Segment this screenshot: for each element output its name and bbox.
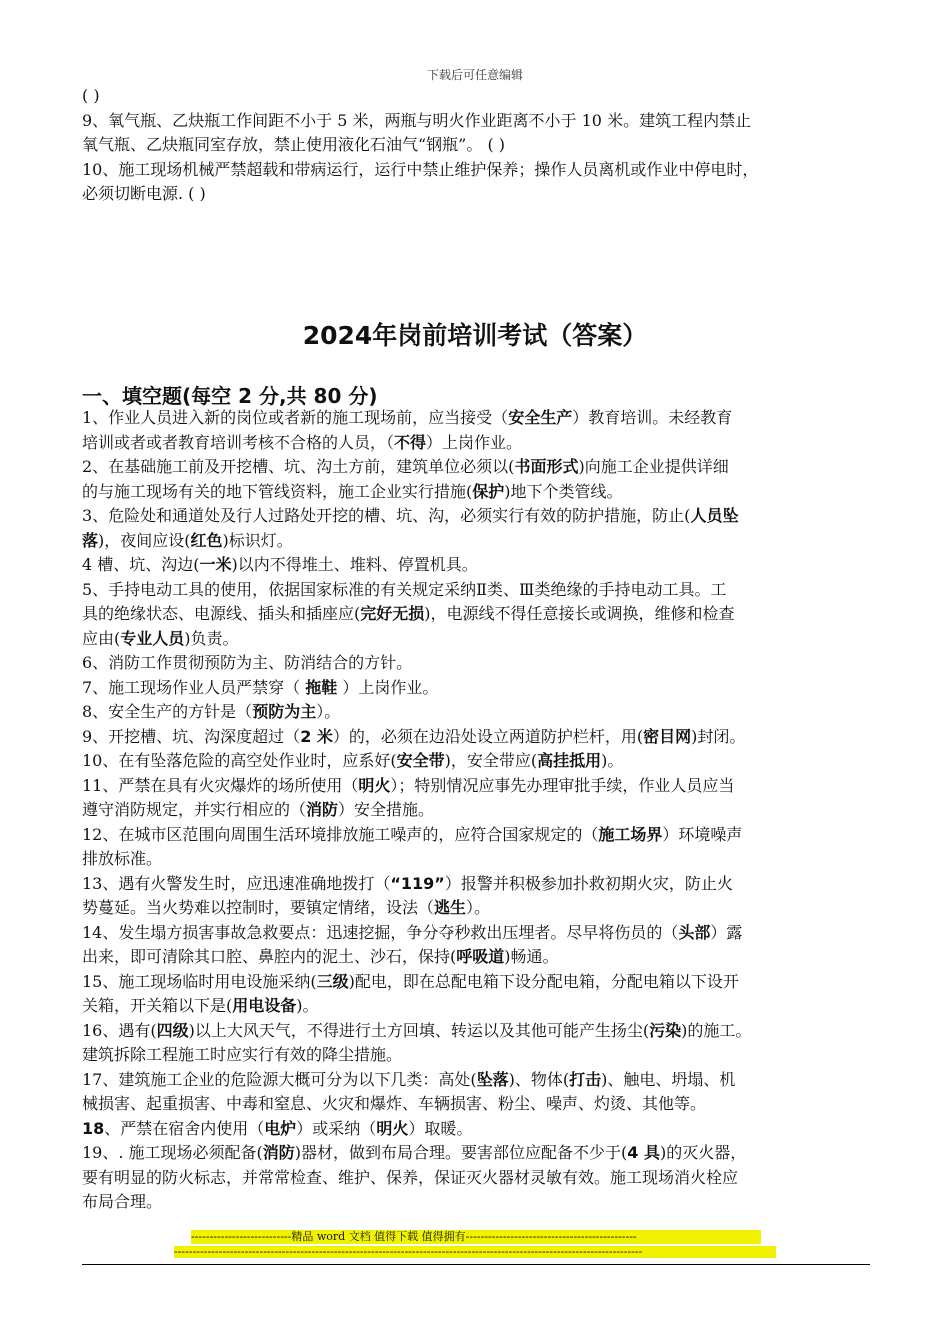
question-line xyxy=(82,455,882,480)
question-text: 4 槽、坑、沟边( xyxy=(82,555,200,574)
question-text: 势蔓延。当火势难以控制时，要镇定情绪，设法（ xyxy=(82,898,435,917)
question-text: )以上大风天气，不得进行土方回填、转运以及其他可能产生扬尘( xyxy=(188,1020,650,1040)
question-text: )以内不得堆土、堆料、停置机具。 xyxy=(231,555,478,574)
answer-text: 打击 xyxy=(569,1069,602,1089)
question-text: 、严禁在宿舍内使用（ xyxy=(104,1118,265,1138)
answer-text: 呼吸道 xyxy=(456,947,505,966)
answer-text: 安全生产 xyxy=(508,408,573,427)
question-line xyxy=(82,994,882,1019)
header-note: 下载后可任意编辑 xyxy=(426,68,523,82)
question-line xyxy=(82,1092,882,1117)
answer-text: 坠落 xyxy=(476,1069,509,1089)
answer-text: 高挂抵用 xyxy=(537,751,602,770)
question-text: 建筑拆除工程施工时应实行有效的降尘措施。 xyxy=(82,1045,403,1064)
question-text: 16、遇有( xyxy=(82,1020,157,1040)
footer-rule xyxy=(82,1264,870,1265)
question-text: 19、. 施工现场必须配备( xyxy=(82,1143,263,1162)
text-line: ( ) xyxy=(82,86,100,105)
question-text: ）上岗作业。 xyxy=(426,432,523,452)
question-text: 15、施工现场临时用电设施采纳( xyxy=(82,971,317,991)
question-text: 培训或者或者教育培训考核不合格的人员，（ xyxy=(82,432,395,452)
section-heading: 一、填空题(每空 2 分,共 80 分) xyxy=(82,384,378,408)
question-line xyxy=(82,945,882,970)
question-line xyxy=(82,651,882,676)
fill-in-blank-answers xyxy=(82,406,882,1215)
question-line xyxy=(82,504,882,529)
question-text: 11、严禁在具有火灾爆炸的场所使用（ xyxy=(82,775,359,795)
question-line xyxy=(82,847,882,872)
question-text: 8、安全生产的方针是（ xyxy=(82,702,253,721)
question-text: 14、发生塌方损害事故急救要点：迅速挖掘，争分夺秒救出压埋者。尽早将伤员的（ xyxy=(82,922,679,942)
question-text: 出来，即可清除其口腔、鼻腔内的泥土、沙石，保持( xyxy=(82,947,457,966)
answer-text: 落 xyxy=(82,530,99,550)
question-line xyxy=(82,676,882,701)
question-text: )畅通。 xyxy=(504,947,559,966)
question-text: 6、消防工作贯彻预防为主、防消结合的方针。 xyxy=(82,653,413,672)
question-text: 要有明显的防火标志，并常常检查、维护、保养，保证灭火器材灵敏有效。施工现场消火栓应 xyxy=(82,1167,739,1187)
answer-text: 用电设备 xyxy=(232,996,297,1015)
question-text: )器材，做到布局合理。要害部位应配备不少于( xyxy=(294,1143,628,1162)
question-text: ）上岗作业。 xyxy=(337,677,439,697)
footer-dashes: ------------------------------------------------------------------------------------------------------------------------------ xyxy=(174,1246,776,1258)
text-line: 必须切断电源. ( ) xyxy=(82,184,206,203)
answer-text: 密目网 xyxy=(643,726,692,746)
question-line xyxy=(82,725,882,750)
question-text: )的灭火器， xyxy=(660,1143,747,1162)
question-text: ）；特别情况应事先办理审批手续，作业人员应当 xyxy=(390,775,735,795)
answer-text: 施工场界 xyxy=(598,824,663,844)
question-text: )的施工。 xyxy=(681,1020,752,1040)
question-line xyxy=(82,970,882,995)
question-text: ）安全措施。 xyxy=(338,800,435,819)
question-text: 2、在基础施工前及开挖槽、坑、沟土方前，建筑单位必须以( xyxy=(82,457,515,476)
answer-text: 一米 xyxy=(199,555,232,574)
answer-text: 红色 xyxy=(190,530,223,550)
answer-text: 4 具 xyxy=(627,1143,661,1162)
text-line: 氧气瓶、乙炔瓶同室存放，禁止使用液化石油气“钢瓶”。 ( ) xyxy=(82,135,506,154)
question-text: 布局合理。 xyxy=(82,1192,163,1211)
answer-text: 预防为主 xyxy=(252,702,317,721)
text-line: 10、施工现场机械严禁超载和带病运行，运行中禁止维护保养；操作人员离机或作业中停电时， xyxy=(82,159,759,179)
answer-text: 18 xyxy=(82,1118,105,1138)
answer-text: 拖鞋 xyxy=(305,677,338,697)
question-text: 7、施工现场作业人员严禁穿（ xyxy=(82,677,306,697)
question-text: 关箱，开关箱以下是( xyxy=(82,996,233,1015)
question-text: 械损害、起重损害、中毒和窒息、火灾和爆炸、车辆损害、粉尘、噪声、灼烫、其他等。 xyxy=(82,1094,707,1113)
question-line xyxy=(82,872,882,897)
document-title: 2024年岗前培训考试（答案） xyxy=(302,321,648,350)
question-text: )地下个类管线。 xyxy=(504,481,623,501)
question-line xyxy=(82,1190,882,1215)
question-text: )、物体( xyxy=(508,1069,570,1089)
question-line xyxy=(82,921,882,946)
question-text: 遵守消防规定，并实行相应的（ xyxy=(82,800,307,819)
question-line xyxy=(82,553,882,578)
question-text: 10、在有坠落危险的高空处作业时，应系好( xyxy=(82,751,397,770)
question-text: )负责。 xyxy=(184,628,239,648)
answer-text: 逃生 xyxy=(434,898,467,917)
question-text: )、触电、坍塌、机 xyxy=(601,1069,736,1089)
question-text: ）教育培训。未经教育 xyxy=(572,408,733,427)
question-text: 3、危险处和通道处及行人过路处开挖的槽、坑、沟，必须实行有效的防护措施，防止( xyxy=(82,506,691,525)
question-text: 具的绝缘状态、电源线、插头和插座应( xyxy=(82,604,361,623)
question-text: ）。 xyxy=(466,898,491,917)
question-line xyxy=(82,1166,882,1191)
answer-text: 污染 xyxy=(649,1020,682,1040)
question-line xyxy=(82,480,882,505)
question-line xyxy=(82,529,882,554)
question-text: )。 xyxy=(296,996,319,1015)
question-text: ）环境噪声 xyxy=(662,824,743,844)
question-line xyxy=(82,1068,882,1093)
question-text: )，夜间应设( xyxy=(98,530,191,550)
question-line xyxy=(82,406,882,431)
question-text: )，安全带应( xyxy=(444,751,538,770)
question-text: ）取暖。 xyxy=(408,1118,473,1138)
answer-text: 2 米 xyxy=(300,726,333,746)
answer-text: 安全带 xyxy=(396,751,445,770)
question-text: 1、作业人员进入新的岗位或者新的施工现场前，应当接受（ xyxy=(82,408,509,427)
question-text: 17、建筑施工企业的危险源大概可分为以下几类：高处( xyxy=(82,1069,477,1089)
question-text: )，电源线不得任意接长或调换，维修和检查 xyxy=(424,604,735,623)
question-text: )配电，即在总配电箱下设分配电箱，分配电箱以下设开 xyxy=(348,971,739,991)
question-text: 12、在城市区范围向周围生活环境排放施工噪声的，应符合国家规定的（ xyxy=(82,824,599,844)
question-text: )向施工企业提供详细 xyxy=(578,457,729,476)
answer-text: 消防 xyxy=(306,800,339,819)
question-text: 9、开挖槽、坑、沟深度超过（ xyxy=(82,726,301,746)
question-line xyxy=(82,1019,882,1044)
question-text: )封闭。 xyxy=(691,726,746,746)
question-text: ）或采纳（ xyxy=(296,1118,377,1138)
question-text: 5、手持电动工具的使用，依据国家标准的有关规定采纳Ⅱ类、Ⅲ类绝缘的手持电动工具。工 xyxy=(82,579,727,599)
footer-banner: ---------------------------精品 word 文档 值得下载 值得拥有---------------------------------------------- xyxy=(191,1230,761,1244)
question-line xyxy=(82,1043,882,1068)
question-text: 应由( xyxy=(82,628,121,648)
text-line: 9、氧气瓶、乙炔瓶工作间距不小于 5 米，两瓶与明火作业距离不小于 10 米。建筑工程内禁止 xyxy=(82,110,752,130)
question-text: 的与施工现场有关的地下管线资料，施工企业实行措施( xyxy=(82,481,473,501)
answer-text: 三级 xyxy=(316,971,349,991)
answer-text: 书面形式 xyxy=(514,457,579,476)
question-text: ）露 xyxy=(710,922,743,942)
answer-text: 电炉 xyxy=(264,1118,297,1138)
question-text: ）报警并积极参加扑救初期火灾，防止火 xyxy=(444,873,733,893)
question-line xyxy=(82,602,882,627)
question-text: 排放标准。 xyxy=(82,849,163,868)
question-line xyxy=(82,798,882,823)
question-text: ）。 xyxy=(316,702,341,721)
question-text: )标识灯。 xyxy=(222,530,293,550)
question-line xyxy=(82,823,882,848)
question-line xyxy=(82,627,882,652)
question-text: ）的，必须在边沿处设立两道防护栏杆，用( xyxy=(332,726,644,746)
answer-text: 人员坠 xyxy=(690,506,739,525)
answer-text: “119” xyxy=(390,873,445,893)
question-text: 13、遇有火警发生时，应迅速准确地拨打（ xyxy=(82,873,391,893)
answer-text: 消防 xyxy=(262,1143,295,1162)
answer-text: 保护 xyxy=(472,481,505,501)
question-line xyxy=(82,774,882,799)
question-line xyxy=(82,700,882,725)
answer-text: 明火 xyxy=(358,775,391,795)
answer-text: 不得 xyxy=(394,432,427,452)
answer-text: 头部 xyxy=(678,922,711,942)
question-line xyxy=(82,431,882,456)
previous-page-questions xyxy=(82,84,882,207)
answer-text: 明火 xyxy=(376,1118,409,1138)
answer-text: 专业人员 xyxy=(120,628,185,648)
question-line xyxy=(82,896,882,921)
answer-text: 完好无损 xyxy=(360,604,425,623)
question-line xyxy=(82,578,882,603)
question-text: )。 xyxy=(601,751,624,770)
question-line xyxy=(82,1141,882,1166)
answer-text: 四级 xyxy=(156,1020,189,1040)
question-line xyxy=(82,1117,882,1142)
question-line xyxy=(82,749,882,774)
